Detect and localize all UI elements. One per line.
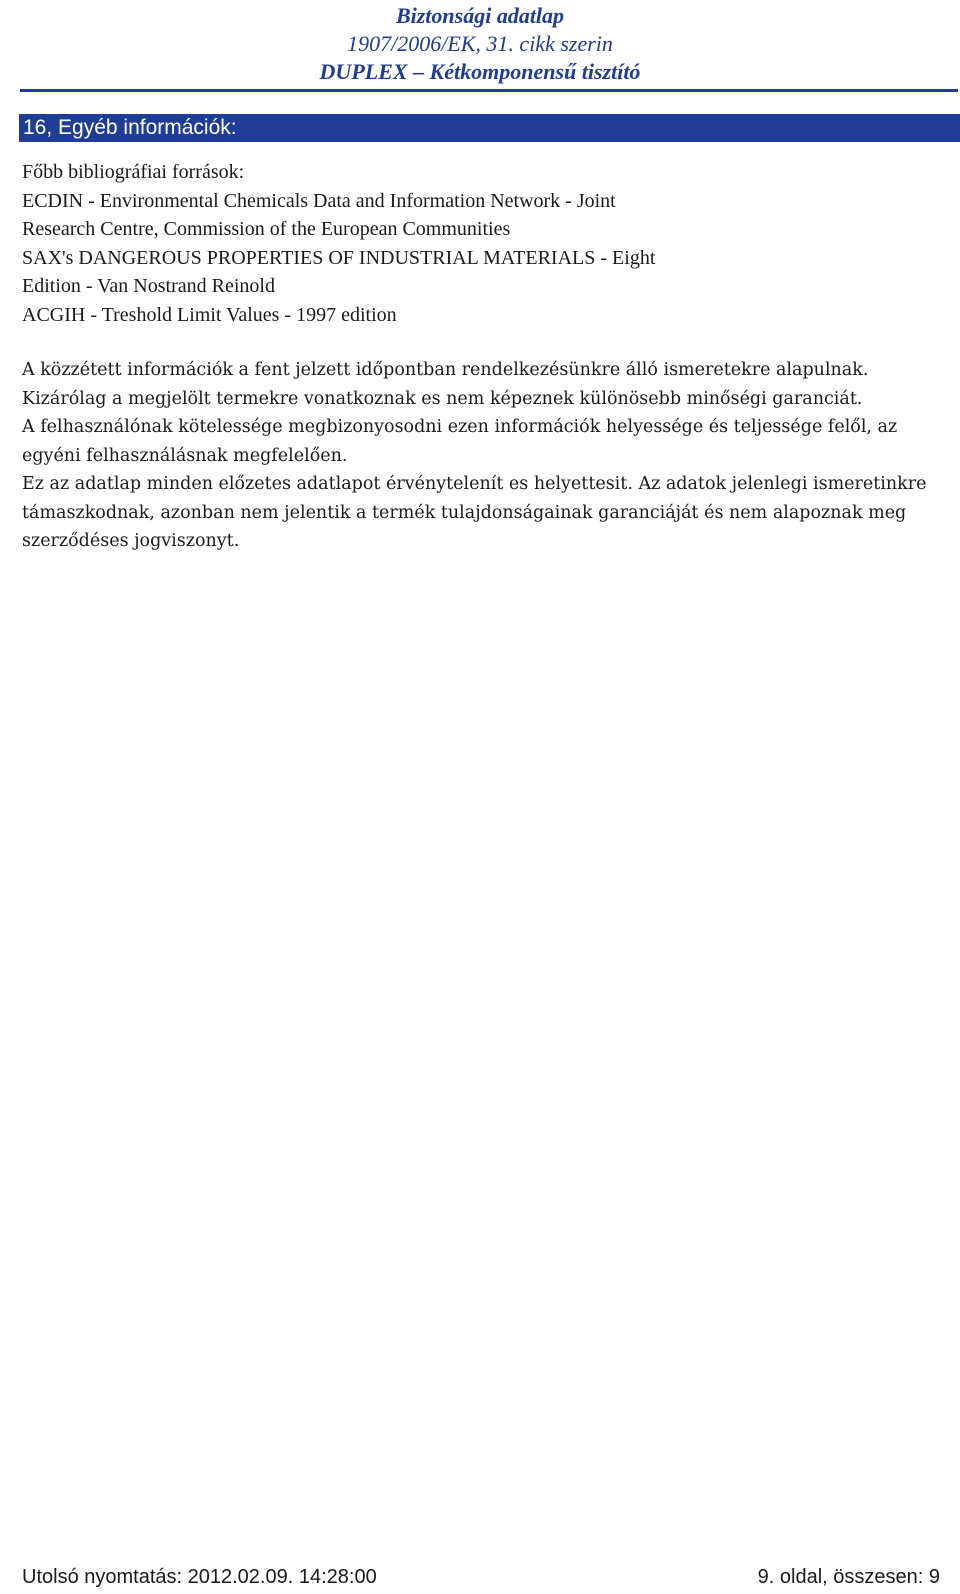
- header-divider: [20, 89, 958, 92]
- section-header-bar: [19, 114, 960, 142]
- section-title: 16, Egyéb információk:: [23, 116, 237, 139]
- regulation-reference: 1907/2006/EK, 31. cikk szerin: [347, 31, 613, 56]
- bibliography-line: Edition - Van Nostrand Reinold: [22, 275, 275, 297]
- document-title: Biztonsági adatlap: [395, 3, 565, 28]
- disclaimer-paragraph: A közzétett információk a fent jelzett időpontban rendelkezésünkre álló ismeretekre alapulnak. Kizárólag a megjelölt termekre vonatkoznak es nem képeznek különösebb minőségi garanciát.: [22, 360, 869, 409]
- bibliography-heading: Főbb bibliográfiai források:: [22, 161, 245, 183]
- last-printed: Utolsó nyomtatás: 2012.02.09. 14:28:00: [22, 1566, 377, 1588]
- bibliography-line: Research Centre, Commission of the European Communities: [22, 218, 511, 240]
- bibliography-line: ECDIN - Environmental Chemicals Data and Information Network - Joint: [22, 189, 616, 212]
- disclaimer-block: [22, 356, 942, 556]
- disclaimer-paragraph: A felhasználónak kötelessége megbizonyosodni ezen információk helyessége és teljessége felől, az egyéni felhasználásnak megfelelően.: [22, 417, 898, 466]
- bibliography-line: SAX's DANGEROUS PROPERTIES OF INDUSTRIAL MATERIALS - Eight: [22, 246, 656, 269]
- page-number: 9. oldal, összesen: 9: [757, 1566, 940, 1588]
- product-name: DUPLEX – Kétkomponensű tisztító: [319, 59, 641, 84]
- document-header: [0, 2, 960, 86]
- bibliography-block: [22, 158, 942, 329]
- bibliography-line: ACGIH - Treshold Limit Values - 1997 edition: [22, 303, 397, 326]
- disclaimer-paragraph: Ez az adatlap minden előzetes adatlapot érvénytelenít es helyettesit. Az adatok jelenlegi ismeretinkre támaszkodnak, azonban nem jelentik a termék tulajdonságainak garanciáját és nem alapoznak meg szerződéses jogviszonyt.: [22, 474, 927, 551]
